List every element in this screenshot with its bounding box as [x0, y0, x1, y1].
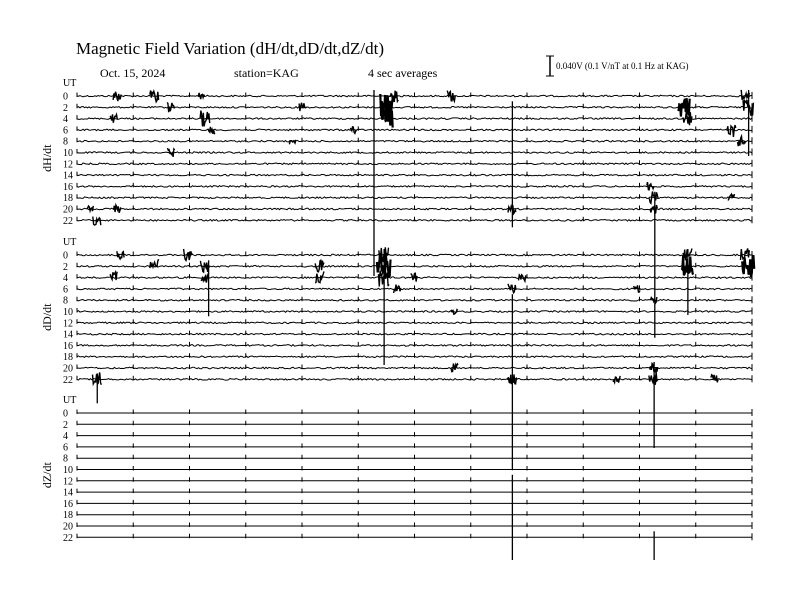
hour-label: 12	[63, 159, 73, 171]
hour-label: 10	[63, 148, 73, 159]
hour-label: 2	[63, 261, 68, 273]
scale-bar	[546, 56, 554, 76]
hour-label: 4	[63, 431, 68, 443]
activity-burst	[208, 127, 215, 134]
hour-label: 16	[63, 498, 73, 510]
date-label: Oct. 15, 2024	[100, 66, 166, 80]
chart-title: Magnetic Field Variation (dH/dt,dD/dt,dZ/dt)	[76, 39, 385, 58]
hour-label: 8	[63, 136, 68, 148]
hour-label: 12	[63, 318, 73, 330]
activity-burst	[742, 255, 754, 277]
ut-label: UT	[63, 78, 77, 89]
hour-label: 22	[63, 374, 73, 386]
activity-burst	[647, 182, 654, 190]
hour-label: 0	[63, 91, 68, 103]
activity-burst	[679, 98, 690, 116]
station-label: station=KAG	[234, 66, 299, 80]
hour-label: 6	[63, 125, 68, 137]
hour-label: 10	[63, 307, 73, 318]
activity-burst	[350, 127, 356, 133]
activity-burst	[200, 261, 209, 272]
scale-note: 0.040V (0.1 V/nT at 0.1 Hz at KAG)	[556, 61, 689, 71]
ut-label: UT	[63, 237, 77, 248]
activity-burst	[382, 109, 393, 128]
activity-burst	[87, 206, 93, 211]
hour-label: 2	[63, 419, 68, 431]
hour-label: 8	[63, 295, 68, 307]
activity-burst	[711, 375, 718, 383]
panel-ylabel: dD/dt	[40, 303, 54, 331]
activity-burst	[299, 103, 306, 111]
ut-label: UT	[63, 395, 77, 406]
averaging-label: 4 sec averages	[368, 66, 438, 80]
hour-label: 14	[63, 329, 73, 341]
hour-label: 18	[63, 510, 73, 522]
panel-ylabel: dH/dt	[40, 144, 54, 172]
panels-group	[40, 78, 754, 560]
activity-burst	[167, 102, 175, 112]
activity-burst	[110, 272, 118, 280]
activity-burst	[651, 297, 657, 303]
hour-label: 0	[63, 250, 68, 262]
hour-label: 4	[63, 273, 68, 285]
hour-label: 10	[63, 465, 73, 476]
activity-burst	[508, 284, 516, 293]
hour-label: 20	[63, 204, 73, 216]
activity-burst	[650, 205, 657, 213]
hour-label: 18	[63, 193, 73, 205]
hour-label: 18	[63, 352, 73, 364]
activity-burst	[114, 205, 121, 213]
hour-label: 6	[63, 442, 68, 454]
panel-dzdt	[40, 395, 752, 560]
activity-burst	[727, 125, 736, 137]
hour-label: 6	[63, 284, 68, 296]
hour-label: 20	[63, 521, 73, 533]
activity-burst	[198, 93, 204, 99]
hour-label: 0	[63, 408, 68, 420]
activity-burst	[201, 274, 209, 283]
hour-label: 2	[63, 102, 68, 114]
hour-label: 20	[63, 363, 73, 375]
hour-label: 22	[63, 215, 73, 227]
hour-label: 22	[63, 532, 73, 544]
panel-ylabel: dZ/dt	[40, 462, 54, 489]
hour-label: 14	[63, 170, 73, 182]
panel-dhdt	[40, 78, 753, 338]
hour-label: 16	[63, 340, 73, 352]
activity-burst	[117, 251, 124, 259]
hour-label: 12	[63, 476, 73, 488]
hour-label: 8	[63, 453, 68, 465]
hour-label: 16	[63, 181, 73, 193]
hour-label: 4	[63, 114, 68, 126]
hour-label: 14	[63, 487, 73, 499]
